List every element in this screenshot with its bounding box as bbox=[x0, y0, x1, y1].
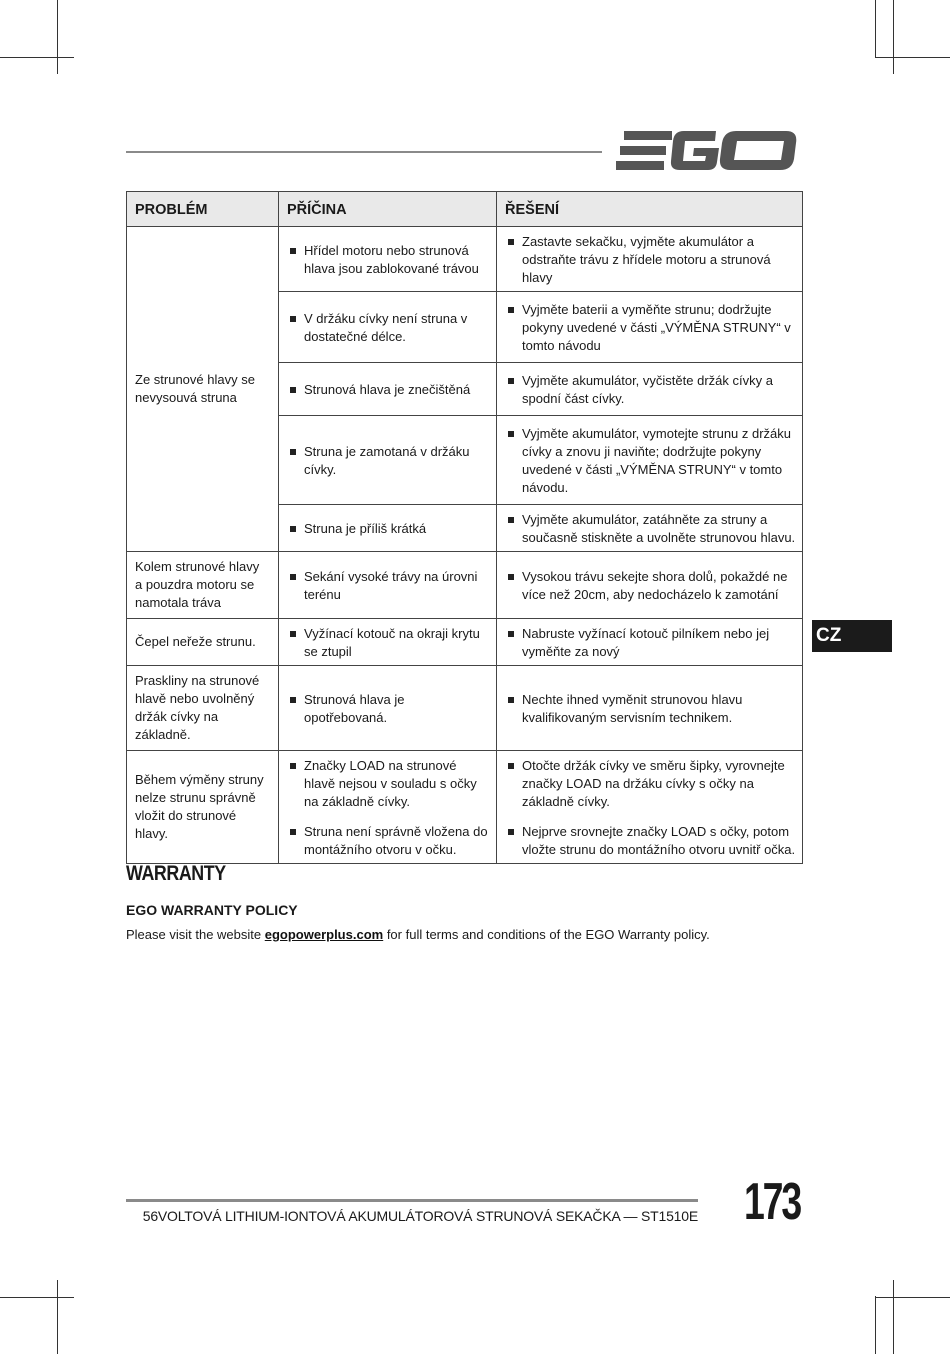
problem-cell: Ze strunové hlavy se nevysouvá struna bbox=[127, 227, 279, 552]
crop-mark bbox=[0, 1297, 74, 1298]
cause-item: Struna je příliš krátká bbox=[287, 520, 490, 538]
solution-cell bbox=[497, 416, 803, 505]
crop-mark bbox=[876, 57, 950, 58]
table-row bbox=[127, 552, 803, 619]
cause-item: Strunová hlava je znečištěná bbox=[287, 381, 490, 399]
table-header-row bbox=[127, 192, 803, 227]
solution-cell bbox=[497, 666, 803, 751]
solution-item: Otočte držák cívky ve směru šipky, vyrovnejte značky LOAD na držáku cívky s očky na základně cívky. bbox=[505, 757, 796, 811]
solution-cell bbox=[497, 363, 803, 416]
problem-cell: Čepel neřeže strunu. bbox=[127, 619, 279, 666]
warranty-link[interactable]: egopowerplus.com bbox=[264, 927, 384, 942]
solution-item: Vyjměte akumulátor, vymotejte strunu z držáku cívky a znovu ji naviňte; dodržujte pokyny uvedené v části „VÝMĚNA STRUNY“ v tomto návodu. bbox=[505, 425, 796, 497]
solution-cell bbox=[497, 552, 803, 619]
cause-cell bbox=[279, 552, 497, 619]
crop-mark bbox=[876, 1297, 950, 1298]
solution-cell bbox=[497, 505, 803, 552]
solution-item: Zastavte sekačku, vyjměte akumulátor a odstraňte trávu z hřídele motoru a strunová hlavy bbox=[505, 233, 796, 287]
footer-rule bbox=[126, 1199, 698, 1202]
cause-item: V držáku cívky není struna v dostatečné délce. bbox=[287, 310, 490, 346]
crop-mark bbox=[0, 57, 74, 58]
cause-item: Sekání vysoké trávy na úrovni terénu bbox=[287, 568, 490, 604]
header-problem: PROBLÉM bbox=[127, 192, 279, 227]
warranty-heading: WARRANTY bbox=[126, 862, 226, 885]
cause-item: Strunová hlava je opotřebovaná. bbox=[287, 691, 490, 727]
table-row bbox=[127, 619, 803, 666]
crop-mark bbox=[57, 0, 58, 74]
troubleshooting-table bbox=[126, 191, 803, 864]
table-row bbox=[127, 227, 803, 292]
warranty-policy-text bbox=[126, 927, 826, 942]
cause-cell bbox=[279, 227, 497, 292]
crop-mark bbox=[893, 0, 894, 74]
cause-cell bbox=[279, 292, 497, 363]
table-row bbox=[127, 751, 803, 864]
solution-cell bbox=[497, 751, 803, 864]
cause-item: Vyžínací kotouč na okraji krytu se ztupil bbox=[287, 625, 490, 661]
problem-cell: Praskliny na strunové hlavě nebo uvolněný držák cívky na základně. bbox=[127, 666, 279, 751]
table-row bbox=[127, 666, 803, 751]
cause-cell bbox=[279, 619, 497, 666]
solution-cell bbox=[497, 227, 803, 292]
cause-item: Struna není správně vložena do montážního otvoru v očku. bbox=[287, 823, 490, 859]
policy-text-tail: for full terms and conditions of the EGO Warranty policy. bbox=[383, 927, 710, 942]
solution-item: Vyjměte akumulátor, zatáhněte za struny a současně stiskněte a uvolněte strunovou hlavu. bbox=[505, 511, 796, 547]
cause-cell bbox=[279, 363, 497, 416]
cause-cell bbox=[279, 751, 497, 864]
cause-item: Struna je zamotaná v držáku cívky. bbox=[287, 443, 490, 479]
footer-title: 56VOLTOVÁ LITHIUM-IONTOVÁ AKUMULÁTOROVÁ STRUNOVÁ SEKAČKA — ST1510E bbox=[142, 1208, 698, 1224]
cause-cell bbox=[279, 416, 497, 505]
cause-cell bbox=[279, 666, 497, 751]
solution-item: Vyjměte akumulátor, vyčistěte držák cívky a spodní část cívky. bbox=[505, 372, 796, 408]
header-rule bbox=[126, 151, 602, 153]
problem-cell: Kolem strunové hlavy a pouzdra motoru se namotala tráva bbox=[127, 552, 279, 619]
solution-item: Nabruste vyžínací kotouč pilníkem nebo jej vyměňte za nový bbox=[505, 625, 796, 661]
solution-item: Vyjměte baterii a vyměňte strunu; dodržujte pokyny uvedené v části „VÝMĚNA STRUNY“ v tomto návodu bbox=[505, 301, 796, 355]
warranty-policy-title: EGO WARRANTY POLICY bbox=[126, 902, 298, 918]
crop-mark bbox=[57, 1280, 58, 1354]
cause-item: Značky LOAD na strunové hlavě nejsou v souladu s očky na základně cívky. bbox=[287, 757, 490, 811]
cause-item: Hřídel motoru nebo strunová hlava jsou zablokované trávou bbox=[287, 242, 490, 278]
solution-item: Vysokou trávu sekejte shora dolů, pokaždé ne více než 20cm, aby nedocházelo k zamotání bbox=[505, 568, 796, 604]
policy-text-lead: Please visit the website bbox=[126, 927, 265, 942]
language-tab: CZ bbox=[812, 620, 892, 652]
solution-item: Nechte ihned vyměnit strunovou hlavu kvalifikovaným servisním technikem. bbox=[505, 691, 796, 727]
crop-mark bbox=[893, 1280, 894, 1354]
crop-mark bbox=[875, 0, 876, 58]
header-solution: ŘEŠENÍ bbox=[497, 192, 803, 227]
solution-item: Nejprve srovnejte značky LOAD s očky, potom vložte strunu do montážního otvoru uvnitř očka. bbox=[505, 823, 796, 859]
cause-cell bbox=[279, 505, 497, 552]
page-number: 173 bbox=[744, 1173, 800, 1231]
crop-mark bbox=[875, 1296, 876, 1354]
header-cause: PŘÍČINA bbox=[279, 192, 497, 227]
problem-cell: Během výměny struny nelze strunu správně vložit do strunové hlavy. bbox=[127, 751, 279, 864]
solution-cell bbox=[497, 619, 803, 666]
solution-cell bbox=[497, 292, 803, 363]
ego-logo bbox=[616, 128, 800, 174]
